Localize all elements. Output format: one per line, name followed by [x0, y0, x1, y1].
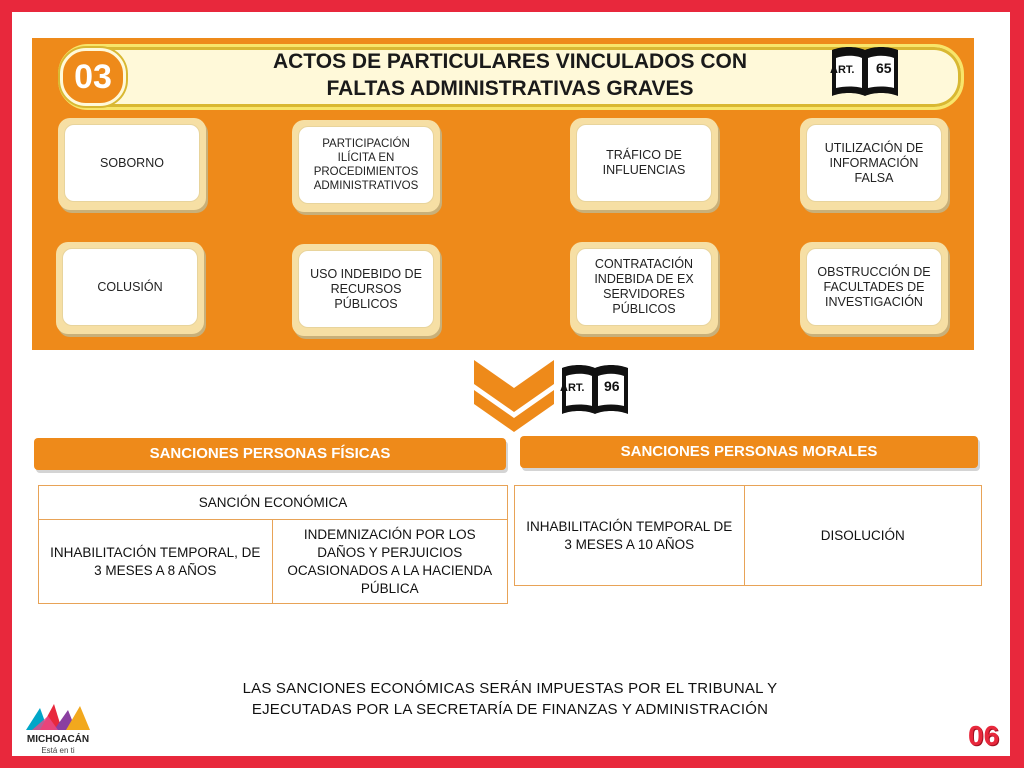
- infraction-card-text: TRÁFICO DE INFLUENCIAS: [576, 124, 712, 202]
- fisicas-sanctions-table: [38, 485, 508, 604]
- infraction-card-text: PARTICIPACIÓN ILÍCITA EN PROCEDIMIENTOS ADMINISTRATIVOS: [298, 126, 434, 204]
- infraction-card: [56, 242, 204, 334]
- infraction-card: [570, 118, 718, 210]
- section-number-badge: 03: [60, 48, 126, 106]
- logo-mark-icon: [18, 700, 98, 734]
- article-65-book-icon: [828, 44, 902, 102]
- chevron-down-icon: [474, 360, 554, 432]
- article-label: ART.: [830, 64, 855, 76]
- logo-tagline: Está en ti: [41, 746, 75, 755]
- title-line-2: FALTAS ADMINISTRATIVAS GRAVES: [326, 77, 694, 100]
- infraction-card-text: UTILIZACIÓN DE INFORMACIÓN FALSA: [806, 124, 942, 202]
- article-number: 96: [604, 378, 620, 394]
- infraction-card-text: SOBORNO: [64, 124, 200, 202]
- infraction-card: [58, 118, 206, 210]
- sanction-cell: DISOLUCIÓN: [744, 486, 981, 586]
- sanction-cell: INDEMNIZACIÓN POR LOS DAÑOS Y PERJUICIOS OCASIONADOS A LA HACIENDA PÚBLICA: [272, 520, 508, 604]
- footer-note-line-2: EJECUTADAS POR LA SECRETARÍA DE FINANZAS Y ADMINISTRACIÓN: [251, 701, 769, 718]
- title-line-1: ACTOS DE PARTICULARES VINCULADOS CON: [272, 50, 748, 73]
- infraction-card: [292, 244, 440, 336]
- tab-personas-morales: SANCIONES PERSONAS MORALES: [520, 436, 978, 468]
- infraction-card-text: OBSTRUCCIÓN DE FACULTADES DE INVESTIGACIÓN: [806, 248, 942, 326]
- sanction-cell: SANCIÓN ECONÓMICA: [39, 486, 508, 520]
- morales-sanctions-table: [514, 485, 982, 586]
- logo-name: MICHOACÁN: [26, 734, 90, 745]
- michoacan-logo: [18, 700, 98, 756]
- infraction-card-text: USO INDEBIDO DE RECURSOS PÚBLICOS: [298, 250, 434, 328]
- infraction-card: [800, 242, 948, 334]
- article-96-book-icon: [558, 362, 632, 420]
- footer-note-line-1: LAS SANCIONES ECONÓMICAS SERÁN IMPUESTAS POR EL TRIBUNAL Y: [242, 680, 778, 697]
- infraction-card: [570, 242, 718, 334]
- tab-personas-fisicas: SANCIONES PERSONAS FÍSICAS: [34, 438, 506, 470]
- article-label: ART.: [560, 382, 585, 394]
- infraction-card-text: COLUSIÓN: [62, 248, 198, 326]
- infraction-card-text: CONTRATACIÓN INDEBIDA DE EX SERVIDORES PÚBLICOS: [576, 248, 712, 326]
- slide-title: [200, 48, 820, 102]
- page-number: 06: [968, 720, 1000, 751]
- article-number: 65: [876, 60, 892, 76]
- sanction-cell: INHABILITACIÓN TEMPORAL, DE 3 MESES A 8 AÑOS: [39, 520, 273, 604]
- infraction-card: [292, 120, 440, 212]
- footer-note: [160, 678, 860, 720]
- sanction-cell: INHABILITACIÓN TEMPORAL DE 3 MESES A 10 AÑOS: [515, 486, 745, 586]
- infraction-card: [800, 118, 948, 210]
